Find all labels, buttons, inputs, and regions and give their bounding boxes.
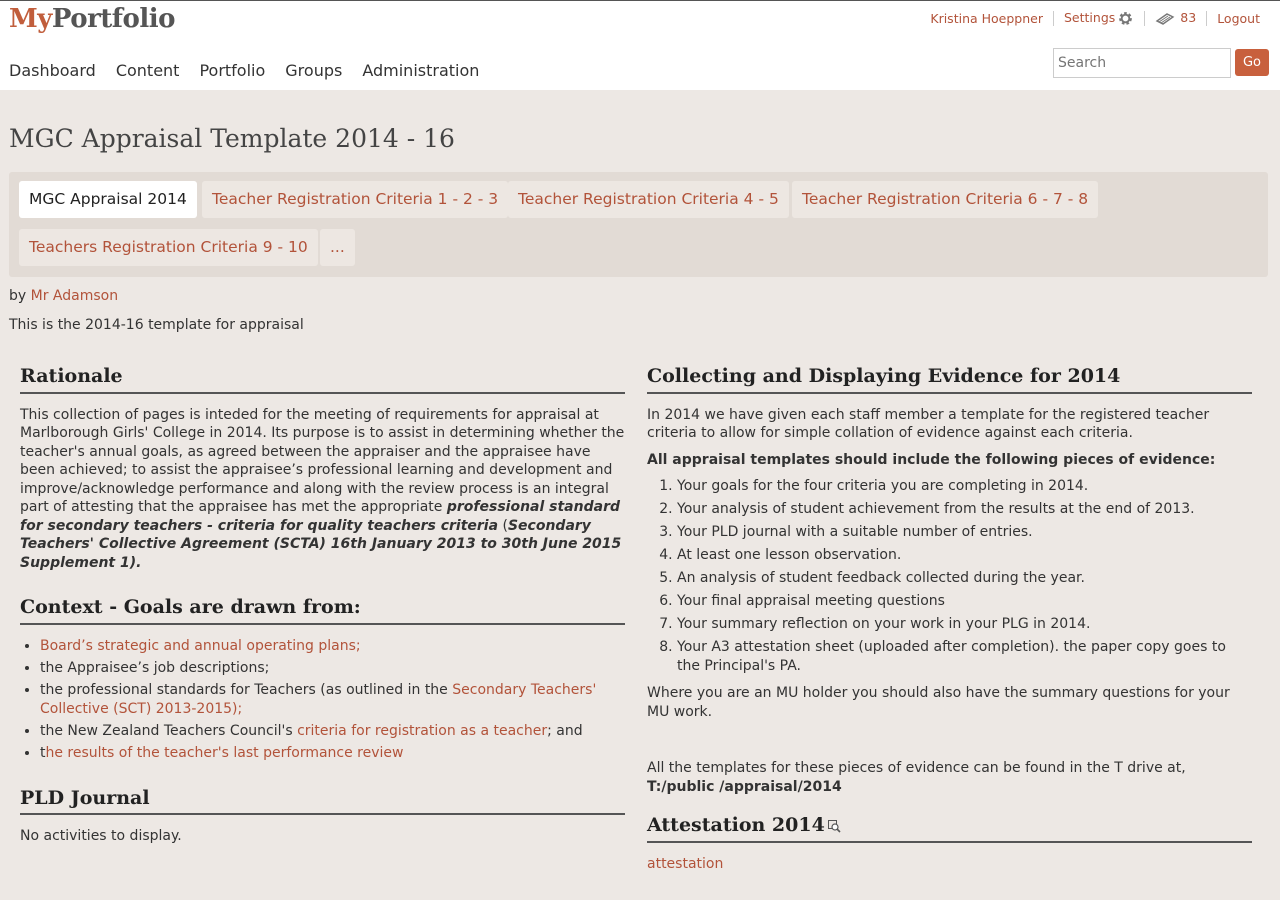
list-item: 2. Your analysis of student achievement from the results at the end of 2013. [677,500,1252,519]
divider [1053,11,1054,26]
list-item: • the results of the teacher's last performance review [40,744,625,763]
page-title: MGC Appraisal Template 2014 - 16 [9,124,455,153]
search-go-button[interactable]: Go [1235,49,1269,76]
collection-tabs [9,172,1268,277]
divider [1206,11,1207,26]
inbox-count: 83 [1180,10,1197,26]
rationale-block [20,367,625,572]
byline [9,288,118,304]
pld-block [20,786,625,846]
site-header [0,0,1280,90]
evidence-title: Collecting and Displaying Evidence for 2014 [647,367,1252,394]
list-item: • the professional standards for Teachers (as outlined in the Secondary Teachers' Collective (SCT) 2013-2015); [40,681,625,719]
list-item: 3. Your PLD journal with a suitable number of entries. [677,523,1252,542]
page-description: This is the 2014-16 template for appraisal [9,317,304,333]
inbox-link[interactable] [1155,10,1196,27]
list-item: • the New Zealand Teachers Council's criteria for registration as a teacher; and [40,722,625,741]
preview-magnifier-icon[interactable] [828,820,841,833]
nav-portfolio[interactable]: Portfolio [199,61,266,80]
author-link[interactable]: Mr Adamson [30,288,119,304]
nav-groups[interactable]: Groups [285,61,343,80]
list-item [40,637,625,656]
pld-empty-message: No activities to display. [20,828,182,844]
nav-administration[interactable]: Administration [362,61,480,80]
settings-label: Settings [1064,10,1116,25]
context-block [20,598,625,763]
tab-mgc-appraisal-2014[interactable]: MGC Appraisal 2014 [19,181,197,218]
settings-link[interactable] [1064,10,1134,27]
main-nav [9,61,499,80]
evidence-list [647,477,1252,676]
attestation-title: Attestation 2014 [647,816,1252,843]
site-logo[interactable]: MyPortfolio [9,4,175,34]
list-item: 4. At least one lesson observation. [677,546,1252,565]
mu-note: Where you are an MU holder you should also have the summary questions for your MU work. [647,685,1230,720]
divider [1144,11,1145,26]
list-item: • the Appraisee’s job descriptions; [40,659,625,678]
board-plans-link[interactable]: Board’s strategic and annual operating plans; [40,637,361,654]
list-item: 7. Your summary reflection on your work in your PLG in 2014. [677,615,1252,634]
search-input[interactable] [1053,48,1231,78]
left-column [20,367,625,872]
evidence-block [647,367,1252,796]
list-item: 1. Your goals for the four criteria you are completing in 2014. [677,477,1252,496]
performance-review-link[interactable]: he results of the teacher's last performance review [45,744,404,761]
user-name-link[interactable]: Kristina Hoeppner [930,11,1043,26]
logout-link[interactable]: Logout [1217,11,1260,26]
right-column [647,367,1252,899]
drive-note: All the templates for these pieces of evidence can be found in the T drive at, T:/public /appraisal/2014 [647,760,1186,795]
drive-path: T:/public /appraisal/2014 [647,778,842,795]
tab-more[interactable]: ... [320,229,355,266]
evidence-intro: In 2014 we have given each staff member a template for the registered teacher criteria to allow for simple collation of evidence against each criteria. [647,406,1210,441]
context-list [20,637,625,763]
nav-content[interactable]: Content [115,61,180,80]
tab-criteria-6-7-8[interactable]: Teacher Registration Criteria 6 - 7 - 8 [792,181,1098,218]
attestation-block [647,816,1252,873]
list-item: 8. Your A3 attestation sheet (uploaded after completion). the paper copy goes to the Principal's PA. [677,638,1252,676]
by-label: by [9,288,27,304]
evidence-subheading: All appraisal templates should include the following pieces of evidence: [647,451,1216,468]
gear-icon [1117,10,1134,27]
context-title: Context - Goals are drawn from: [20,598,625,625]
list-item: 5. An analysis of student feedback collected during the year. [677,569,1252,588]
pld-title: PLD Journal [20,789,625,816]
rationale-title: Rationale [20,367,625,394]
attestation-link[interactable]: attestation [647,855,724,872]
tab-criteria-9-10[interactable]: Teachers Registration Criteria 9 - 10 [19,229,318,266]
user-links [930,10,1260,27]
rationale-text: This collection of pages is inteded for the meeting of requirements for appraisal at Marlborough Girls' College in 2014. Its purpose is to assist in determining whether the teacher's annual goals, as agreed between the appraiser and the appraisee have been achieved; to assist the appraisee’s professional learning and development and improve/acknowledge performance and along with the review process is an integral part of attesting that the appraisee has met the appropriate professional standard for secondary teachers - criteria for quality teachers criteria (Secondary Teachers' Collective Agreement (SCTA) 16th January 2013 to 30th June 2015 Supplement 1). [20,406,625,571]
tab-criteria-4-5[interactable]: Teacher Registration Criteria 4 - 5 [508,181,789,218]
tab-criteria-1-2-3[interactable]: Teacher Registration Criteria 1 - 2 - 3 [202,181,508,218]
registration-criteria-link[interactable]: criteria for registration as a teacher [297,722,548,739]
inbox-icon [1155,11,1175,27]
nav-dashboard[interactable]: Dashboard [9,61,96,80]
list-item: 6. Your final appraisal meeting questions [677,592,1252,611]
sct-link[interactable]: Secondary Teachers' Collective (SCT) 2013-2015); [40,681,597,717]
